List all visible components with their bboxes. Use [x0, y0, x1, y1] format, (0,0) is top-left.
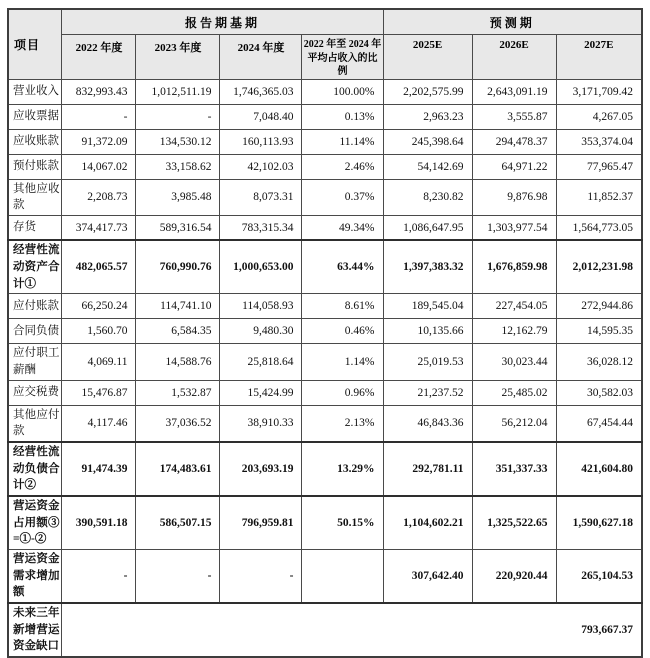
table-cell: 4,267.05 — [556, 104, 642, 129]
column-header-2027e: 2027E — [556, 35, 642, 80]
table-cell: 2,202,575.99 — [383, 79, 472, 104]
table-cell: 12,162.79 — [472, 319, 556, 344]
table-cell: 1,532.87 — [136, 380, 220, 405]
corner-header-item: 项目 — [8, 9, 62, 79]
table-cell: 1,590,627.18 — [556, 496, 642, 550]
table-cell: 294,478.37 — [472, 129, 556, 154]
table-cell: 42,102.03 — [220, 154, 302, 179]
table-cell: 307,642.40 — [383, 550, 472, 604]
table-cell: 134,530.12 — [136, 129, 220, 154]
table-row-other-receivables — [8, 179, 642, 215]
table-row-notes-receivable — [8, 104, 642, 129]
row-label: 应收票据 — [8, 104, 62, 129]
column-header-2022: 2022 年度 — [62, 35, 136, 80]
table-cell: 1,086,647.95 — [383, 215, 472, 240]
row-label: 营运资金占用额③=①-② — [8, 496, 62, 550]
table-cell: 6,584.35 — [136, 319, 220, 344]
row-label: 合同负债 — [8, 319, 62, 344]
table-row-three-year-new-working-capital-gap — [8, 603, 642, 657]
table-cell: 33,158.62 — [136, 154, 220, 179]
table-cell: 189,545.04 — [383, 294, 472, 319]
column-header-row — [8, 35, 642, 80]
row-label: 应交税费 — [8, 380, 62, 405]
table-cell: 1,560.70 — [62, 319, 136, 344]
table-cell: 2,643,091.19 — [472, 79, 556, 104]
table-cell: 2,963.23 — [383, 104, 472, 129]
table-cell: 11.14% — [302, 129, 383, 154]
table-cell: 272,944.86 — [556, 294, 642, 319]
table-cell: 15,424.99 — [220, 380, 302, 405]
table-cell: 1,012,511.19 — [136, 79, 220, 104]
table-cell: 203,693.19 — [220, 442, 302, 496]
table-cell: 10,135.66 — [383, 319, 472, 344]
table-cell: 482,065.57 — [62, 240, 136, 294]
table-cell: 100.00% — [302, 79, 383, 104]
table-cell: 832,993.43 — [62, 79, 136, 104]
table-cell: 227,454.05 — [472, 294, 556, 319]
table-cell-merged-gap-value: 793,667.37 — [62, 603, 642, 657]
table-cell: 30,023.44 — [472, 344, 556, 380]
table-cell: 1,325,522.65 — [472, 496, 556, 550]
table-row-inventory — [8, 215, 642, 240]
table-cell: 351,337.33 — [472, 442, 556, 496]
row-label: 经营性流动负债合计② — [8, 442, 62, 496]
table-cell: 25,485.02 — [472, 380, 556, 405]
table-cell: 292,781.11 — [383, 442, 472, 496]
table-cell: 91,372.09 — [62, 129, 136, 154]
table-row-operating-revenue — [8, 79, 642, 104]
table-row-working-capital-demand-increase — [8, 550, 642, 604]
table-cell: 25,818.64 — [220, 344, 302, 380]
row-label: 其他应收款 — [8, 179, 62, 215]
row-label: 未来三年新增营运资金缺口 — [8, 603, 62, 657]
table-cell: - — [136, 550, 220, 604]
table-cell: 3,985.48 — [136, 179, 220, 215]
table-cell: 2,012,231.98 — [556, 240, 642, 294]
table-cell: 14,067.02 — [62, 154, 136, 179]
table-row-contract-liabilities — [8, 319, 642, 344]
table-cell: 589,316.54 — [136, 215, 220, 240]
table-cell: - — [220, 550, 302, 604]
table-row-accounts-payable — [8, 294, 642, 319]
group-header-row — [8, 9, 642, 35]
table-row-operating-current-assets-total — [8, 240, 642, 294]
row-label: 营业收入 — [8, 79, 62, 104]
row-label: 存货 — [8, 215, 62, 240]
table-cell: 0.37% — [302, 179, 383, 215]
table-cell: 160,113.93 — [220, 129, 302, 154]
table-cell: 0.96% — [302, 380, 383, 405]
table-cell: 1,397,383.32 — [383, 240, 472, 294]
table-cell: 3,555.87 — [472, 104, 556, 129]
table-cell: 8,230.82 — [383, 179, 472, 215]
table-cell: 9,876.98 — [472, 179, 556, 215]
table-cell: 3,171,709.42 — [556, 79, 642, 104]
table-cell: 174,483.61 — [136, 442, 220, 496]
table-cell: 38,910.33 — [220, 405, 302, 442]
table-cell: 265,104.53 — [556, 550, 642, 604]
table-cell: 7,048.40 — [220, 104, 302, 129]
table-cell: 14,588.76 — [136, 344, 220, 380]
table-cell: 374,417.73 — [62, 215, 136, 240]
table-cell: 8.61% — [302, 294, 383, 319]
table-cell — [302, 550, 383, 604]
column-header-2025e: 2025E — [383, 35, 472, 80]
row-label: 应收账款 — [8, 129, 62, 154]
table-cell: 1,303,977.54 — [472, 215, 556, 240]
table-cell: 46,843.36 — [383, 405, 472, 442]
table-cell: 64,971.22 — [472, 154, 556, 179]
table-row-accounts-receivable — [8, 129, 642, 154]
working-capital-forecast-table — [7, 8, 643, 658]
table-row-other-payables — [8, 405, 642, 442]
row-label: 营运资金需求增加额 — [8, 550, 62, 604]
table-cell: 760,990.76 — [136, 240, 220, 294]
table-cell: 245,398.64 — [383, 129, 472, 154]
table-cell: 4,069.11 — [62, 344, 136, 380]
table-cell: 37,036.52 — [136, 405, 220, 442]
table-cell: 1,676,859.98 — [472, 240, 556, 294]
table-cell: 220,920.44 — [472, 550, 556, 604]
table-row-working-capital-occupied — [8, 496, 642, 550]
table-cell: - — [62, 550, 136, 604]
group-header-forecast-period: 预测期 — [383, 9, 642, 35]
table-cell: 54,142.69 — [383, 154, 472, 179]
table-cell: 796,959.81 — [220, 496, 302, 550]
column-header-2023: 2023 年度 — [136, 35, 220, 80]
row-label: 预付账款 — [8, 154, 62, 179]
table-row-employee-compensation-payable — [8, 344, 642, 380]
column-header-avg-ratio: 2022 年至 2024 年平均占收入的比例 — [302, 35, 383, 80]
table-cell: 4,117.46 — [62, 405, 136, 442]
table-row-taxes-payable — [8, 380, 642, 405]
table-cell: 1.14% — [302, 344, 383, 380]
column-header-2024: 2024 年度 — [220, 35, 302, 80]
table-cell: 56,212.04 — [472, 405, 556, 442]
table-cell: 2.13% — [302, 405, 383, 442]
table-cell: 11,852.37 — [556, 179, 642, 215]
table-cell: 1,564,773.05 — [556, 215, 642, 240]
table-cell: 67,454.44 — [556, 405, 642, 442]
table-cell: 77,965.47 — [556, 154, 642, 179]
table-cell: - — [62, 104, 136, 129]
table-row-prepayments — [8, 154, 642, 179]
table-cell: 91,474.39 — [62, 442, 136, 496]
table-cell: 14,595.35 — [556, 319, 642, 344]
table-cell: 21,237.52 — [383, 380, 472, 405]
table-cell: 114,058.93 — [220, 294, 302, 319]
table-cell: 66,250.24 — [62, 294, 136, 319]
table-cell: - — [136, 104, 220, 129]
column-header-2026e: 2026E — [472, 35, 556, 80]
table-cell: 50.15% — [302, 496, 383, 550]
table-cell: 15,476.87 — [62, 380, 136, 405]
table-cell: 2.46% — [302, 154, 383, 179]
table-cell: 1,000,653.00 — [220, 240, 302, 294]
table-cell: 1,104,602.21 — [383, 496, 472, 550]
table-cell: 8,073.31 — [220, 179, 302, 215]
table-cell: 114,741.10 — [136, 294, 220, 319]
table-cell: 421,604.80 — [556, 442, 642, 496]
table-cell: 1,746,365.03 — [220, 79, 302, 104]
table-cell: 586,507.15 — [136, 496, 220, 550]
row-label: 其他应付款 — [8, 405, 62, 442]
table-cell: 13.29% — [302, 442, 383, 496]
table-cell: 390,591.18 — [62, 496, 136, 550]
group-header-reporting-period: 报告期基期 — [62, 9, 383, 35]
row-label: 经营性流动资产合计① — [8, 240, 62, 294]
table-cell: 0.13% — [302, 104, 383, 129]
table-cell: 0.46% — [302, 319, 383, 344]
row-label: 应付账款 — [8, 294, 62, 319]
table-cell: 63.44% — [302, 240, 383, 294]
table-cell: 30,582.03 — [556, 380, 642, 405]
table-cell: 36,028.12 — [556, 344, 642, 380]
table-cell: 9,480.30 — [220, 319, 302, 344]
table-cell: 2,208.73 — [62, 179, 136, 215]
table-cell: 25,019.53 — [383, 344, 472, 380]
row-label: 应付职工薪酬 — [8, 344, 62, 380]
table-cell: 783,315.34 — [220, 215, 302, 240]
table-row-operating-current-liabilities-total — [8, 442, 642, 496]
table-cell: 353,374.04 — [556, 129, 642, 154]
table-cell: 49.34% — [302, 215, 383, 240]
